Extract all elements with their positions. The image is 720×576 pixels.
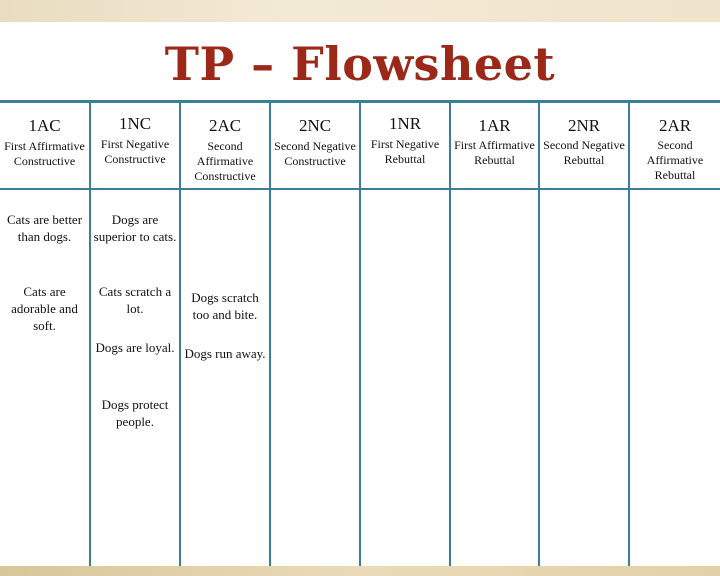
argument-cell: Dogs are superior to cats. [93, 212, 177, 244]
page-title: TP – Flowsheet [164, 37, 556, 91]
column-header [91, 103, 179, 190]
column-header [451, 103, 538, 190]
column-2ac [181, 103, 271, 566]
column-full-name: First Negative Rebuttal [370, 137, 440, 166]
column-full-name: First Affirmative Constructive [4, 139, 85, 168]
column-full-name: Second Negative Rebuttal [543, 138, 625, 167]
column-abbreviation: 2AR [658, 116, 692, 135]
top-decorative-band [0, 0, 720, 22]
column-abbreviation: 1AC [28, 116, 61, 135]
column-full-name: First Affirmative Rebuttal [454, 138, 535, 167]
column-abbreviation: 2AC [208, 116, 242, 135]
column-abbreviation: 1NR [388, 114, 422, 133]
flowsheet-table [0, 100, 720, 566]
column-header [0, 103, 89, 190]
column-1nc [91, 103, 181, 566]
column-full-name: Second Negative Constructive [274, 139, 356, 168]
column-header [271, 103, 359, 190]
column-2ar [630, 103, 720, 566]
argument-cell: Dogs run away. [184, 346, 266, 361]
column-1ac [0, 103, 91, 566]
argument-cell: Dogs scratch too and bite. [191, 290, 259, 322]
column-header [361, 103, 449, 190]
column-header [540, 103, 628, 190]
column-full-name: Second Affirmative Constructive [194, 139, 256, 183]
column-abbreviation: 1AR [478, 116, 511, 135]
column-full-name: First Negative Constructive [100, 137, 170, 166]
column-abbreviation: 2NC [298, 116, 332, 135]
column-abbreviation: 2NR [567, 116, 601, 135]
argument-cell: Cats are better than dogs. [6, 212, 83, 244]
argument-cell: Cats are adorable and soft. [11, 284, 78, 333]
column-1ar [451, 103, 540, 566]
column-1nr [361, 103, 451, 566]
argument-cell: Dogs are loyal. [95, 340, 175, 355]
column-2nr [540, 103, 630, 566]
column-header [630, 103, 720, 190]
argument-cell: Dogs protect people. [101, 397, 169, 429]
column-2nc [271, 103, 361, 566]
column-full-name: Second Affirmative Rebuttal [646, 138, 704, 182]
argument-cell: Cats scratch a lot. [98, 284, 172, 316]
bottom-decorative-band [0, 566, 720, 576]
column-header [181, 103, 269, 190]
column-abbreviation: 1NC [118, 114, 152, 133]
